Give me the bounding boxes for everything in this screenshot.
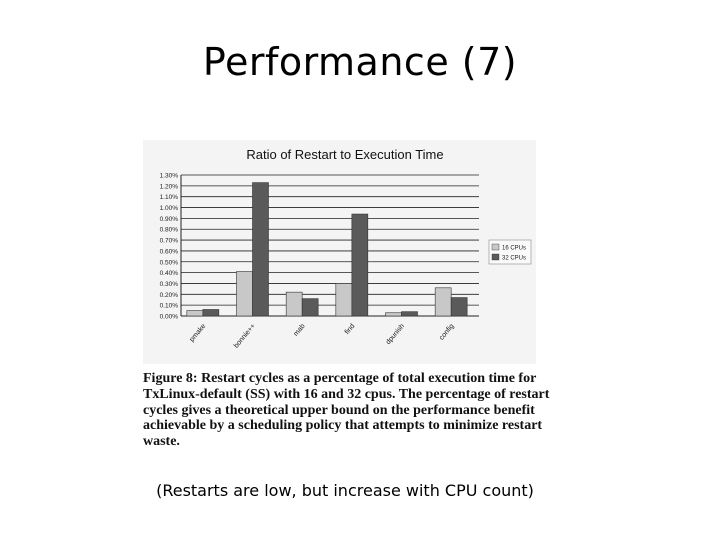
- y-tick-label: 0.90%: [159, 215, 178, 223]
- y-tick-label: 0.60%: [159, 248, 178, 256]
- y-tick-label: 0.10%: [159, 302, 178, 310]
- bar-config-32cpu: [451, 298, 467, 316]
- bar-mab-16cpu: [286, 292, 302, 316]
- bar-dpunish-32cpu: [402, 312, 418, 316]
- bar-pmake-16cpu: [187, 311, 203, 316]
- x-tick-label: bonnie++: [232, 322, 258, 350]
- chart-title: Ratio of Restart to Execution Time: [246, 147, 444, 162]
- x-tick-label: config: [438, 322, 456, 342]
- y-tick-label: 0.40%: [159, 270, 178, 278]
- x-tick-label: pmake: [188, 322, 208, 344]
- bar-bonnie-32cpu: [253, 183, 269, 316]
- y-tick-label: 1.30%: [159, 172, 178, 180]
- y-tick-label: 0.80%: [159, 226, 178, 234]
- y-tick-label: 1.20%: [159, 183, 178, 191]
- legend-label: 16 CPUs: [502, 245, 527, 252]
- y-tick-label: 0.70%: [159, 237, 178, 245]
- bar-find-16cpu: [336, 283, 352, 316]
- y-tick-label: 1.00%: [159, 205, 178, 213]
- x-tick-label: dpunish: [384, 322, 407, 347]
- bar-find-32cpu: [352, 214, 368, 316]
- bar-pmake-32cpu: [203, 309, 219, 316]
- x-tick-label: find: [343, 322, 357, 336]
- slide-subtitle: (Restarts are low, but increase with CPU count): [156, 481, 534, 500]
- bar-mab-32cpu: [302, 299, 318, 316]
- bar-config-16cpu: [435, 288, 451, 316]
- y-tick-label: 0.30%: [159, 280, 178, 288]
- y-tick-label: 0.50%: [159, 259, 178, 267]
- y-tick-label: 0.20%: [159, 291, 178, 299]
- bar-dpunish-16cpu: [386, 313, 402, 316]
- y-tick-label: 1.10%: [159, 194, 178, 202]
- slide-title: Performance (7): [202, 40, 518, 84]
- bar-bonnie-16cpu: [237, 272, 253, 316]
- legend-swatch: [492, 244, 499, 250]
- x-tick-label: mab: [292, 322, 307, 338]
- legend-label: 32 CPUs: [502, 255, 527, 262]
- figure-caption: Figure 8: Restart cycles as a percentage of total execution time for TxLinux-default (SS) with 16 and 32 cpus. The percentage of restart cycles gives a theoretical upper bound on the performance benefit achievable by a scheduling policy that attempts to minimize restart waste.: [143, 371, 550, 450]
- restart-ratio-chart: [143, 140, 536, 364]
- chart-figure: [143, 140, 536, 364]
- y-tick-label: 0.00%: [159, 313, 178, 321]
- legend-swatch: [492, 254, 499, 260]
